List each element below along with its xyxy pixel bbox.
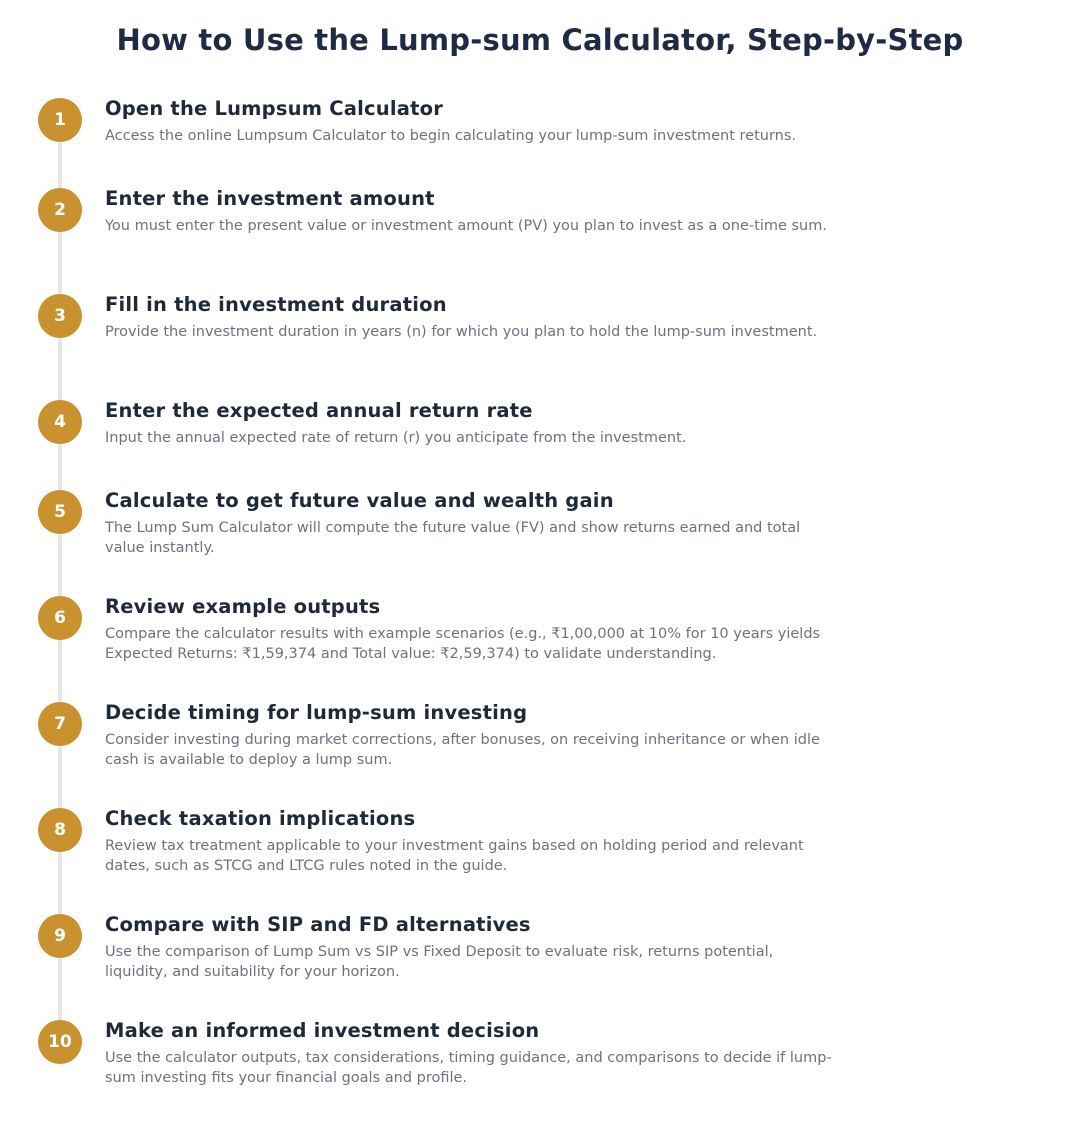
step-description: Review tax treatment applicable to your investment gains based on holding period and relevant dates, such as STCG and LTCG rules noted in the guide.: [105, 838, 804, 874]
step-description: Compare the calculator results with example scenarios (e.g., ₹1,00,000 at 10% for 10 years yields Expected Returns: ₹1,59,374 and Total value: ₹2,59,374) to validate understanding.: [105, 626, 821, 662]
timeline-connector-line: [58, 120, 62, 1042]
step-number-badge: 6: [38, 596, 82, 640]
step-description: Provide the investment duration in years (n) for which you plan to hold the lump-sum investment.: [105, 324, 818, 340]
step-description: Consider investing during market corrections, after bonuses, on receiving inheritance or when idle cash is available to deploy a lump sum.: [105, 732, 820, 768]
step-number-badge: 2: [38, 188, 82, 232]
step-number-badge: 10: [38, 1020, 82, 1064]
step-number-badge: 8: [38, 808, 82, 852]
step-title: Compare with SIP and FD alternatives: [105, 913, 531, 936]
step-title: Calculate to get future value and wealth gain: [105, 489, 614, 512]
step-number-badge: 1: [38, 98, 82, 142]
page-title: How to Use the Lump-sum Calculator, Step-by-Step: [116, 23, 964, 57]
step-description: Input the annual expected rate of return (r) you anticipate from the investment.: [105, 430, 687, 446]
step-number-badge: 7: [38, 702, 82, 746]
step-description: You must enter the present value or investment amount (PV) you plan to invest as a one-time sum.: [105, 218, 827, 234]
step-description: Use the comparison of Lump Sum vs SIP vs Fixed Deposit to evaluate risk, returns potential, liquidity, and suitability for your horizon.: [105, 944, 774, 980]
step-title: Decide timing for lump-sum investing: [105, 701, 528, 724]
step-description: Use the calculator outputs, tax considerations, timing guidance, and comparisons to decide if lump-sum investing fits your financial goals and profile.: [105, 1050, 832, 1086]
step-number-badge: 9: [38, 914, 82, 958]
step-title: Enter the investment amount: [105, 187, 435, 210]
step-title: Fill in the investment duration: [105, 293, 447, 316]
step-description: The Lump Sum Calculator will compute the future value (FV) and show returns earned and total value instantly.: [105, 520, 801, 556]
step-description: Access the online Lumpsum Calculator to begin calculating your lump-sum investment returns.: [105, 128, 797, 144]
step-number-badge: 5: [38, 490, 82, 534]
step-title: Open the Lumpsum Calculator: [105, 97, 444, 120]
step-title: Enter the expected annual return rate: [105, 399, 533, 422]
step-title: Review example outputs: [105, 595, 381, 618]
step-number-badge: 4: [38, 400, 82, 444]
step-number-badge: 3: [38, 294, 82, 338]
step-title: Make an informed investment decision: [105, 1019, 540, 1042]
step-title: Check taxation implications: [105, 807, 416, 830]
